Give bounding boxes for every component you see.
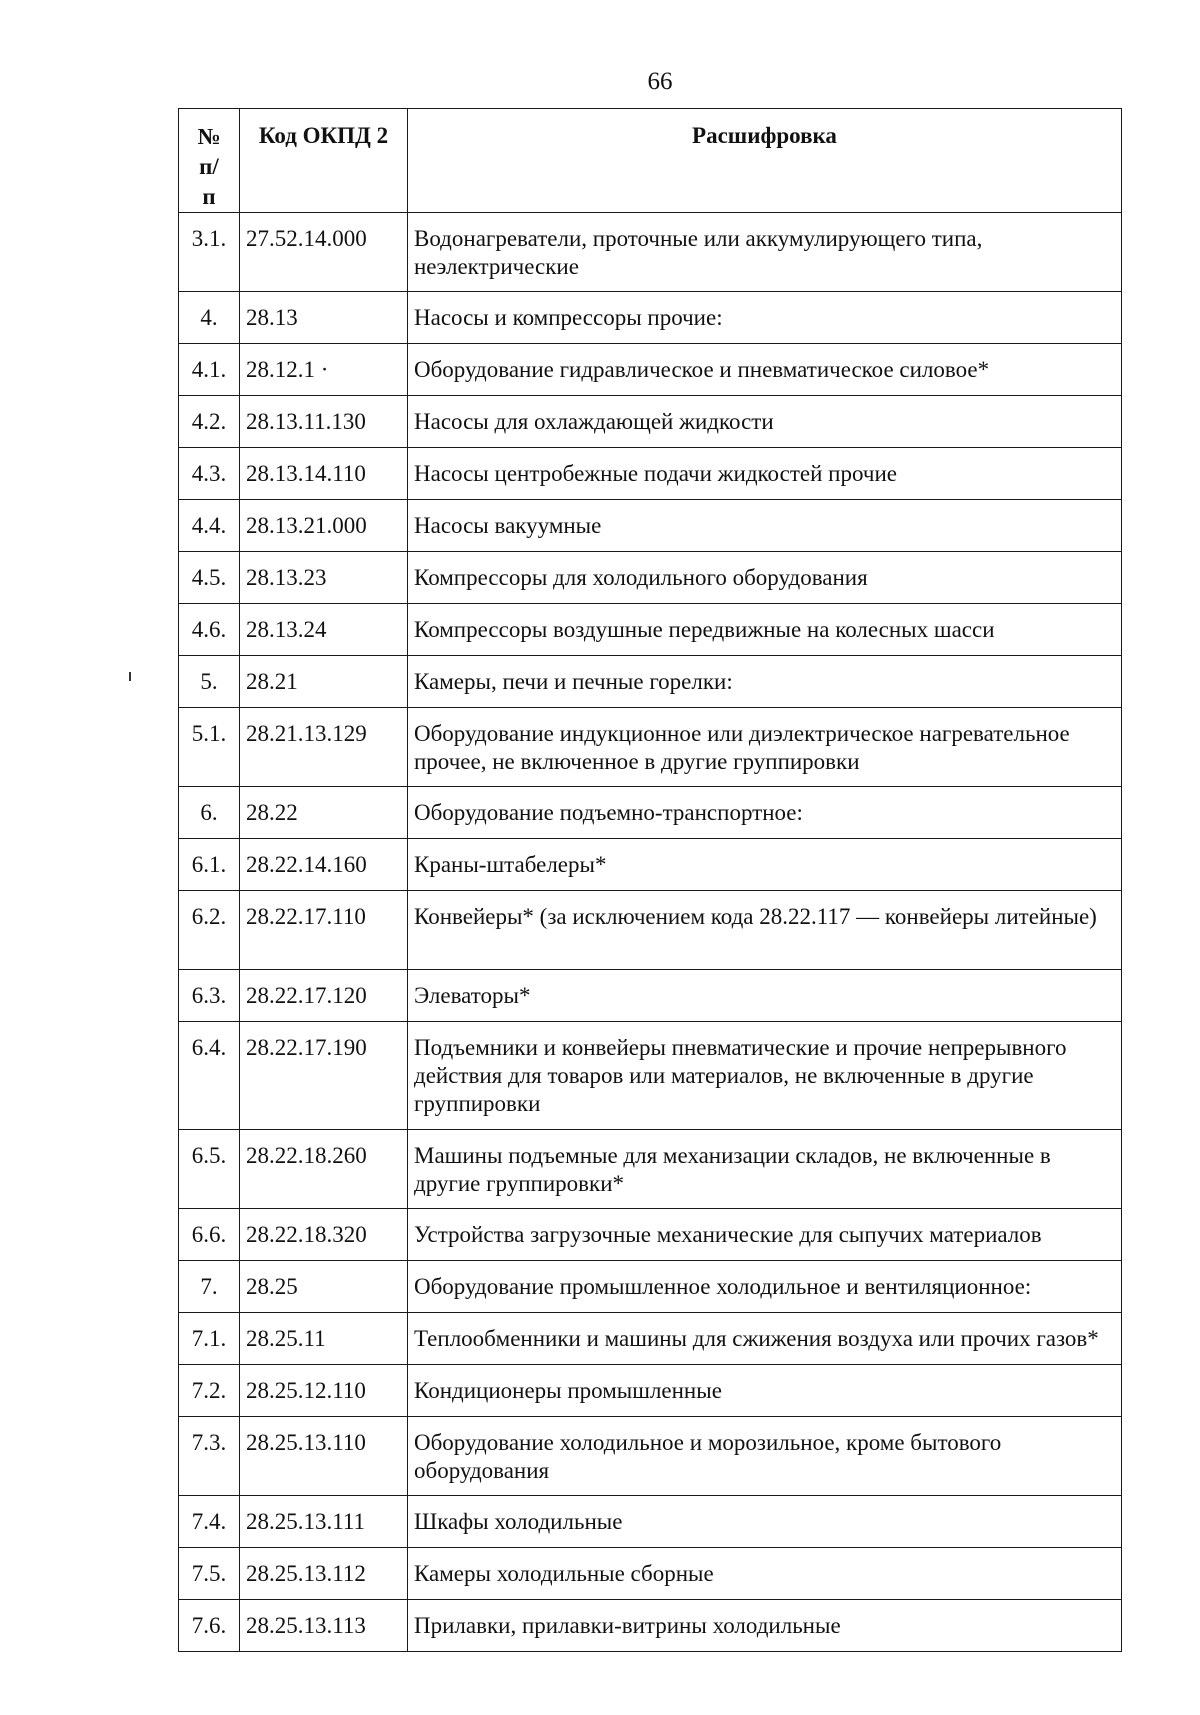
row-description: Устройства загрузочные механические для сыпучих материалов [408,1208,1122,1260]
table-row [179,655,1122,707]
row-description: Прилавки, прилавки-витрины холодильные [408,1600,1122,1652]
okpd-code: 28.13.21.000 [240,499,408,551]
row-number: 7.2. [179,1364,240,1416]
row-number: 4.2. [179,395,240,447]
row-number: 6.4. [179,1021,240,1129]
row-number: 7.6. [179,1600,240,1652]
row-number: 6.1. [179,838,240,890]
okpd-code: 28.25.13.110 [240,1416,408,1495]
table-row [179,1208,1122,1260]
table-row [179,786,1122,838]
row-number: 7. [179,1260,240,1312]
okpd-code: 28.22.18.260 [240,1129,408,1208]
row-description: Водонагреватели, проточные или аккумулирующего типа, неэлектрические [408,212,1122,291]
table-row [179,1364,1122,1416]
header-number-label: № п/п [197,124,221,209]
table-row [179,969,1122,1021]
table-row [179,707,1122,786]
row-description: Камеры холодильные сборные [408,1548,1122,1600]
table-row [179,212,1122,291]
okpd-code: 28.13.24 [240,603,408,655]
okpd-code: 28.25.13.112 [240,1548,408,1600]
table-row [179,343,1122,395]
okpd-code: 28.25.11 [240,1312,408,1364]
scan-mark [129,672,131,681]
row-description: Компрессоры воздушные передвижные на колесных шасси [408,603,1122,655]
row-description: Оборудование холодильное и морозильное, кроме бытового оборудования [408,1416,1122,1495]
row-number: 4. [179,291,240,343]
row-description: Камеры, печи и печные горелки: [408,655,1122,707]
row-description: Оборудование гидравлическое и пневматическое силовое* [408,343,1122,395]
row-number: 7.4. [179,1496,240,1548]
row-description: Насосы для охлаждающей жидкости [408,395,1122,447]
row-description: Оборудование промышленное холодильное и вентиляционное: [408,1260,1122,1312]
row-number: 4.5. [179,551,240,603]
row-description: Подъемники и конвейеры пневматические и прочие непрерывного действия для товаров или материалов, не включенные в другие группировки [408,1021,1122,1129]
row-description: Краны-штабелеры* [408,838,1122,890]
row-number: 3.1. [179,212,240,291]
okpd-code: 28.21.13.129 [240,707,408,786]
table-row [179,447,1122,499]
table-row [179,890,1122,969]
row-description: Оборудование подъемно-транспортное: [408,786,1122,838]
okpd-table [178,108,1122,1652]
okpd-code: 28.13.14.110 [240,447,408,499]
okpd-code: 28.22.17.190 [240,1021,408,1129]
okpd-code: 28.12.1 · [240,343,408,395]
okpd-code: 28.22.17.110 [240,890,408,969]
table-row [179,395,1122,447]
okpd-code: 28.25.12.110 [240,1364,408,1416]
table-row [179,1600,1122,1652]
table-row [179,1312,1122,1364]
okpd-code: 28.21 [240,655,408,707]
page-number: 66 [647,68,673,95]
row-number: 6.6. [179,1208,240,1260]
table-row [179,499,1122,551]
okpd-code: 28.25.13.113 [240,1600,408,1652]
row-description: Насосы центробежные подачи жидкостей прочие [408,447,1122,499]
row-description: Конвейеры* (за исключением кода 28.22.117 — конвейеры литейные) [408,890,1122,969]
row-description: Насосы и компрессоры прочие: [408,291,1122,343]
table-row [179,1548,1122,1600]
row-number: 7.1. [179,1312,240,1364]
okpd-code: 28.22 [240,786,408,838]
row-description: Машины подъемные для механизации складов, не включенные в другие группировки* [408,1129,1122,1208]
table-row [179,1021,1122,1129]
row-number: 5.1. [179,707,240,786]
row-description: Насосы вакуумные [408,499,1122,551]
okpd-code: 28.22.18.320 [240,1208,408,1260]
row-number: 4.6. [179,603,240,655]
row-number: 6.3. [179,969,240,1021]
table-row [179,603,1122,655]
row-description: Кондиционеры промышленные [408,1364,1122,1416]
row-number: 6.2. [179,890,240,969]
row-number: 4.4. [179,499,240,551]
row-number: 4.1. [179,343,240,395]
okpd-code: 28.22.17.120 [240,969,408,1021]
table-row [179,1416,1122,1495]
table-header-row [179,109,1122,213]
table-body [179,212,1122,1651]
row-description: Оборудование индукционное или диэлектрическое нагревательное прочее, не включенное в другие группировки [408,707,1122,786]
row-description: Компрессоры для холодильного оборудования [408,551,1122,603]
row-number: 4.3. [179,447,240,499]
row-number: 5. [179,655,240,707]
row-number: 6. [179,786,240,838]
okpd-code: 27.52.14.000 [240,212,408,291]
row-number: 7.5. [179,1548,240,1600]
header-code: Код ОКПД 2 [240,109,408,213]
table-row [179,838,1122,890]
okpd-code: 28.13.23 [240,551,408,603]
table-row [179,551,1122,603]
okpd-code: 28.13.11.130 [240,395,408,447]
row-number: 7.3. [179,1416,240,1495]
okpd-code: 28.25 [240,1260,408,1312]
row-description: Элеваторы* [408,969,1122,1021]
table-row [179,1129,1122,1208]
header-description: Расшифровка [408,109,1122,213]
row-description: Шкафы холодильные [408,1496,1122,1548]
table-row [179,1496,1122,1548]
okpd-code: 28.22.14.160 [240,838,408,890]
table-row [179,1260,1122,1312]
okpd-code: 28.13 [240,291,408,343]
header-number [179,109,240,213]
row-description: Теплообменники и машины для сжижения воздуха или прочих газов* [408,1312,1122,1364]
table-row [179,291,1122,343]
row-number: 6.5. [179,1129,240,1208]
okpd-code: 28.25.13.111 [240,1496,408,1548]
